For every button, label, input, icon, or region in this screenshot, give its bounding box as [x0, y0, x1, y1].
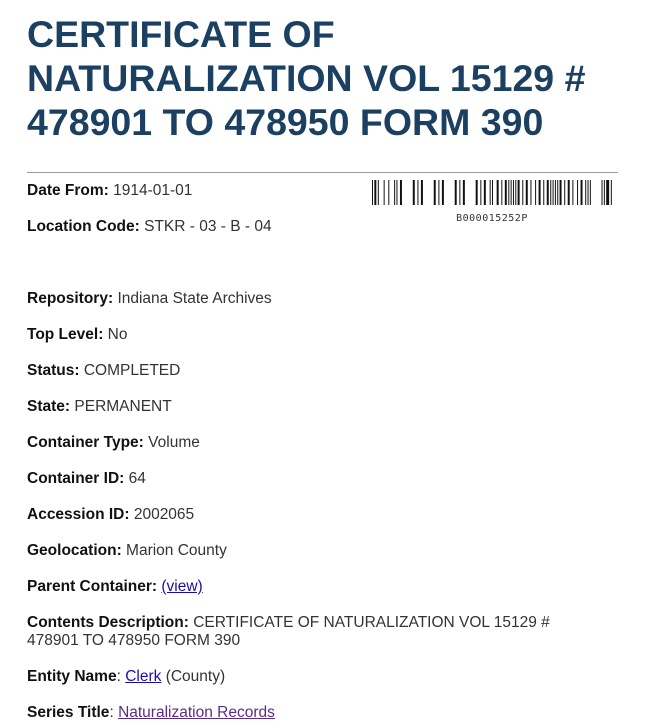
- contents-description-value: CERTIFICATE OF NATURALIZATION VOL 15129 # 478901 TO 478950 FORM 390: [27, 614, 550, 649]
- page-title: CERTIFICATE OF NATURALIZATION VOL 15129 # 478901 TO 478950 FORM 390: [27, 13, 586, 143]
- contents-description-label: Contents Description:: [27, 614, 189, 631]
- series-title-label: Series Title: [27, 704, 110, 721]
- field-geolocation: [27, 542, 227, 560]
- entity-name-label: Entity Name: [27, 668, 117, 685]
- container-id-value: 64: [128, 470, 146, 487]
- header-divider: [27, 172, 618, 173]
- container-type-value: Volume: [148, 434, 200, 451]
- geolocation-value: Marion County: [126, 542, 227, 559]
- barcode-image: [372, 180, 612, 205]
- accession-id-value: 2002065: [133, 506, 195, 523]
- entity-name-suffix: (County): [165, 668, 226, 685]
- barcode-number: B000015252P: [456, 213, 528, 224]
- location-code-label: Location Code:: [27, 218, 140, 235]
- status-value: COMPLETED: [83, 362, 181, 379]
- field-repository: [27, 290, 272, 308]
- field-entity-name: Entity Name: Clerk (County): [27, 668, 226, 685]
- field-container-type: [27, 434, 200, 452]
- container-id-label: Container ID:: [27, 470, 125, 487]
- field-top-level: [27, 326, 128, 344]
- state-label: State:: [27, 398, 71, 415]
- field-container-id: [27, 470, 146, 488]
- status-label: Status:: [27, 362, 80, 379]
- location-code-value: STKR - 03 - B - 04: [144, 218, 272, 235]
- field-state: [27, 398, 172, 416]
- repository-label: Repository:: [27, 290, 114, 307]
- field-location-code: [27, 218, 272, 236]
- accession-id-label: Accession ID:: [27, 506, 130, 523]
- field-date-from: [27, 182, 192, 200]
- state-value: PERMANENT: [74, 398, 172, 415]
- top-level-value: No: [107, 326, 128, 343]
- parent-container-label: Parent Container:: [27, 578, 158, 595]
- series-title-link[interactable]: Naturalization Records: [118, 704, 275, 721]
- container-type-label: Container Type:: [27, 434, 144, 451]
- field-series-title: Series Title: Naturalization Records: [27, 704, 275, 721]
- field-accession-id: [27, 506, 194, 524]
- parent-container-view-link[interactable]: (view): [161, 578, 203, 595]
- date-from-value: 1914-01-01: [113, 182, 193, 199]
- repository-value: Indiana State Archives: [117, 290, 272, 307]
- date-from-label: Date From:: [27, 182, 109, 199]
- field-parent-container: [27, 578, 203, 596]
- geolocation-label: Geolocation:: [27, 542, 122, 559]
- field-status: [27, 362, 180, 380]
- field-contents-description: [27, 614, 597, 650]
- top-level-label: Top Level:: [27, 326, 104, 343]
- entity-name-link[interactable]: Clerk: [125, 668, 162, 685]
